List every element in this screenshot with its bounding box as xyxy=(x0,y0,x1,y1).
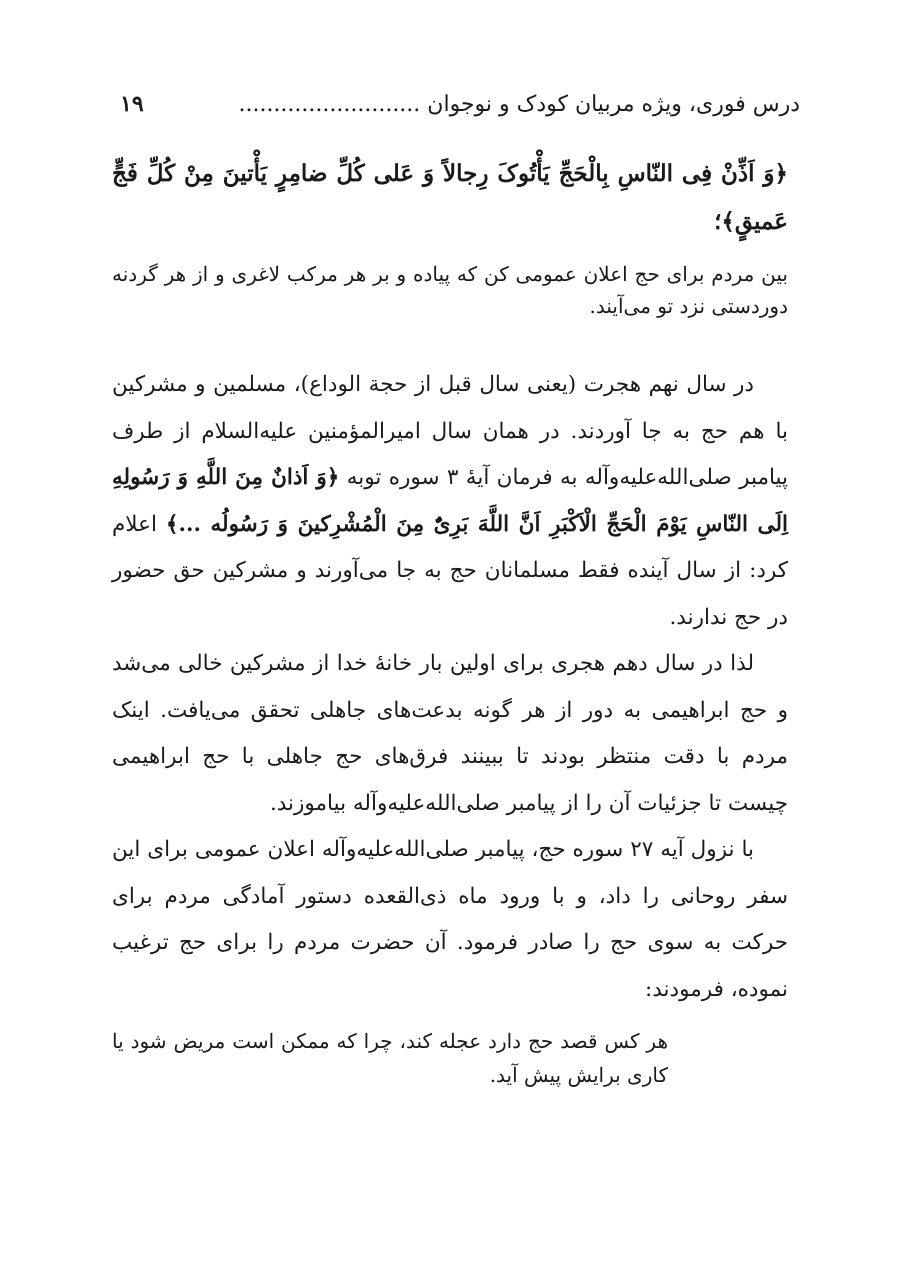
hadith-quote-text: هر کس قصد حج دارد عجله کند، چرا که ممکن است مریض شود یا کاری برایش پیش آید. xyxy=(112,1029,668,1087)
quran-verse: ﴿وَ اَذِّنْ فِی النّاسِ بِالْحَجِّ یَأْتُوکَ رِجالاً وَ عَلی کُلِّ ضامِرٍ یَأْتینَ مِنْ کُلِّ فَجٍّ عَمیقٍ﴾؛ xyxy=(112,160,788,235)
paragraph-2: لذا در سال دهم هجری برای اولین بار خانهٔ خدا از مشرکین خالی می‌شد و حج ابراهیمی به دور از هر گونه بدعت‌های جاهلی تحقق می‌یافت. اینک مردم با دقت منتظر بودند تا ببینند فرق‌های حج جاهلی با حج ابراهیمی چیست تا جزئیات آن را از پیامبر صلی‌الله‌علیه‌وآله بیاموزند. xyxy=(112,651,788,816)
running-header xyxy=(120,86,800,122)
hadith-quote xyxy=(112,1024,668,1092)
paragraph-1-intro: در سال نهم هجرت (یعنی سال قبل از حجة الوداع)، مسلمین و مشرکین با هم حج به جا آوردند. در همان سال امیرالمؤمنین علیه‌السلام از طرف پیامبر صلی‌الله‌علیه‌وآله به فرمان آیهٔ ۳ سوره توبه xyxy=(112,372,788,490)
running-header-title xyxy=(238,92,800,117)
body-text xyxy=(112,362,788,1013)
paragraph-1-verse-quote: ﴿وَ اَذانٌ مِنَ اللَّهِ وَ رَسُولِهِ اِلَی النّاسِ یَوْمَ الْحَجِّ الْاَکْبَرِ اَنَّ اللَّهَ بَرِیٌٔ مِنَ الْمُشْرِکینَ وَ رَسُولُه ...﴾ xyxy=(112,465,788,537)
paragraph-3: با نزول آیه ۲۷ سوره حج، پیامبر صلی‌الله‌علیه‌وآله اعلان عمومی برای این سفر روحانی را داد، و با ورود ماه ذی‌القعده دستور آمادگی مردم برای حرکت به سوی حج را صادر فرمود. آن حضرت مردم را برای حج ترغیب نموده، فرمودند: xyxy=(112,837,788,1002)
header-title-text: درس فوری، ویژه مربیان کودک و نوجوان xyxy=(427,91,800,117)
paragraph-1 xyxy=(112,362,788,641)
page-number: ۱۹ xyxy=(120,91,144,117)
header-dot-leader: .......................... xyxy=(238,91,421,117)
verse-translation: بین مردم برای حج اعلان عمومی کن که پیاده و بر هر مرکب لاغری و از هر گردنه دوردستی نزد تو می‌آیند. xyxy=(112,262,788,318)
paragraph-1-conclusion: اعلام کرد: از سال آینده فقط مسلمانان حج به جا می‌آورند و مشرکین حق حضور در حج ندارند. xyxy=(112,511,788,630)
